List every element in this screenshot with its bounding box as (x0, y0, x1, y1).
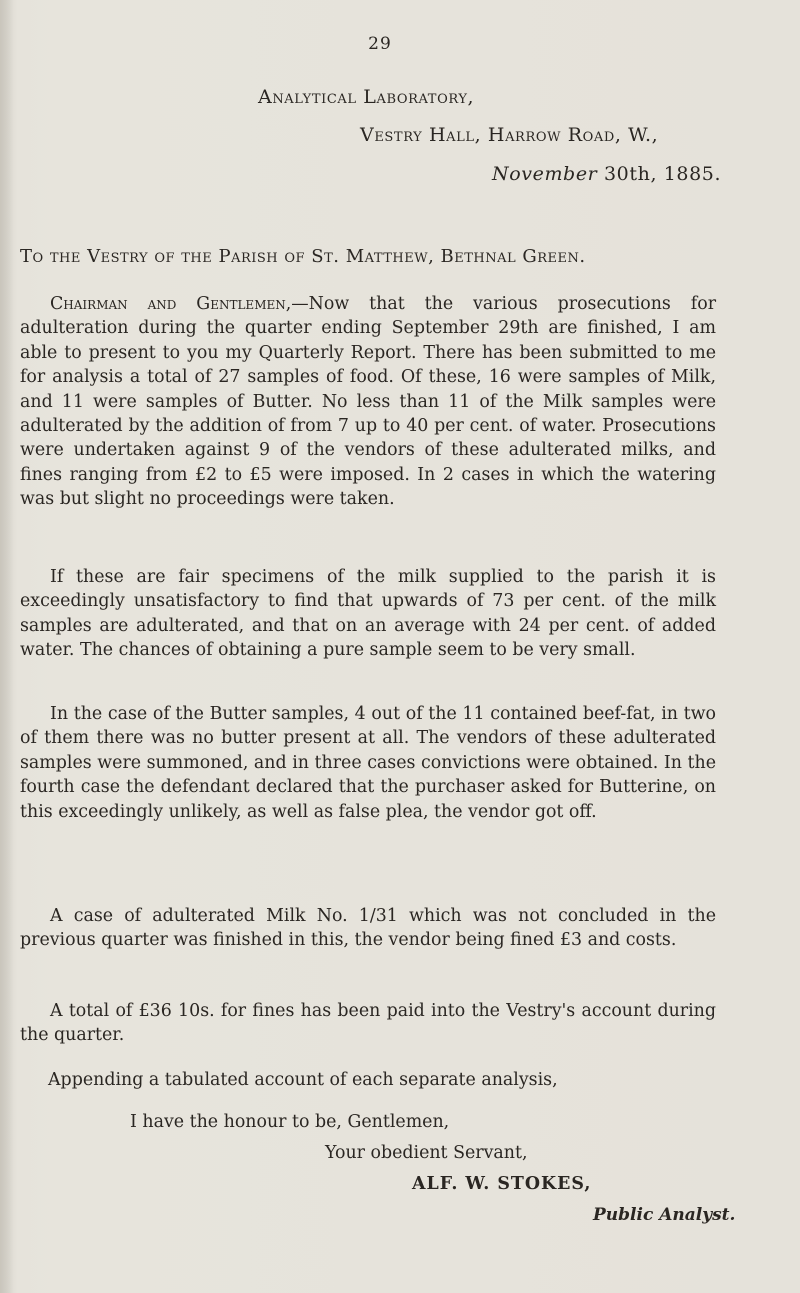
salutation: Chairman and Gentlemen, (50, 294, 292, 314)
paragraph-1 (20, 292, 716, 512)
paragraph-1-text: —Now that the various prosecutions for adulteration during the quarter ending September 29th are finished, I am able to present to you my Quarterly Report. There has been submitted to me for analysis a total of 27 samples of food. Of these, 16 were samples of Milk, and 11 were samples of Butter. No less than 11 of the Milk samples were adulterated by the addition of from 7 up to 40 per cent. of water. Prosecutions were undertaken against 9 of the vendors of these adulterated milks, and fines ranging from £2 to £5 were imposed. In 2 cases in which the watering was but slight no proceedings were taken. (20, 294, 717, 510)
closing-line-2: Your obedient Servant, (325, 1143, 528, 1163)
addressee-line: To the Vestry of the Parish of St. Matthew, Bethnal Green. (20, 246, 586, 267)
page-number: 29 (368, 34, 392, 54)
signatory-title: Public Analyst. (593, 1205, 736, 1225)
binding-shadow (0, 0, 14, 1293)
signature: ALF. W. STOKES, (412, 1174, 592, 1194)
paragraph-5: A total of £36 10s. for fines has been paid into the Vestry's account during the quarter. (20, 1001, 716, 1046)
date-line (492, 163, 721, 185)
laboratory-heading: Analytical Laboratory, (258, 86, 475, 108)
date-rest: 30th, 1885. (597, 163, 722, 185)
paragraph-4: A case of adulterated Milk No. 1/31 which was not concluded in the previous quarter was finished in this, the vendor being fined £3 and costs. (20, 906, 716, 951)
paragraph-3: In the case of the Butter samples, 4 out of the 11 contained beef-fat, in two of them there was no butter present at all. The vendors of these adulterated samples were summoned, and in three cases convictions were obtained. In the fourth case the defendant declared that the purchaser asked for Butterine, on this exceedingly unlikely, as well as false plea, the vendor got off. (20, 704, 716, 822)
address-line: Vestry Hall, Harrow Road, W., (360, 124, 659, 146)
closing-line-1: I have the honour to be, Gentlemen, (130, 1112, 450, 1132)
paragraph-2: If these are fair specimens of the milk supplied to the parish it is exceedingly unsatisfactory to find that upwards of 73 per cent. of the milk samples are adulterated, and that on an average with 24 per cent. of added water. The chances of obtaining a pure sample seem to be very small. (20, 567, 716, 661)
date-month: November (492, 163, 598, 185)
paragraph-6: Appending a tabulated account of each separate analysis, (48, 1070, 558, 1090)
